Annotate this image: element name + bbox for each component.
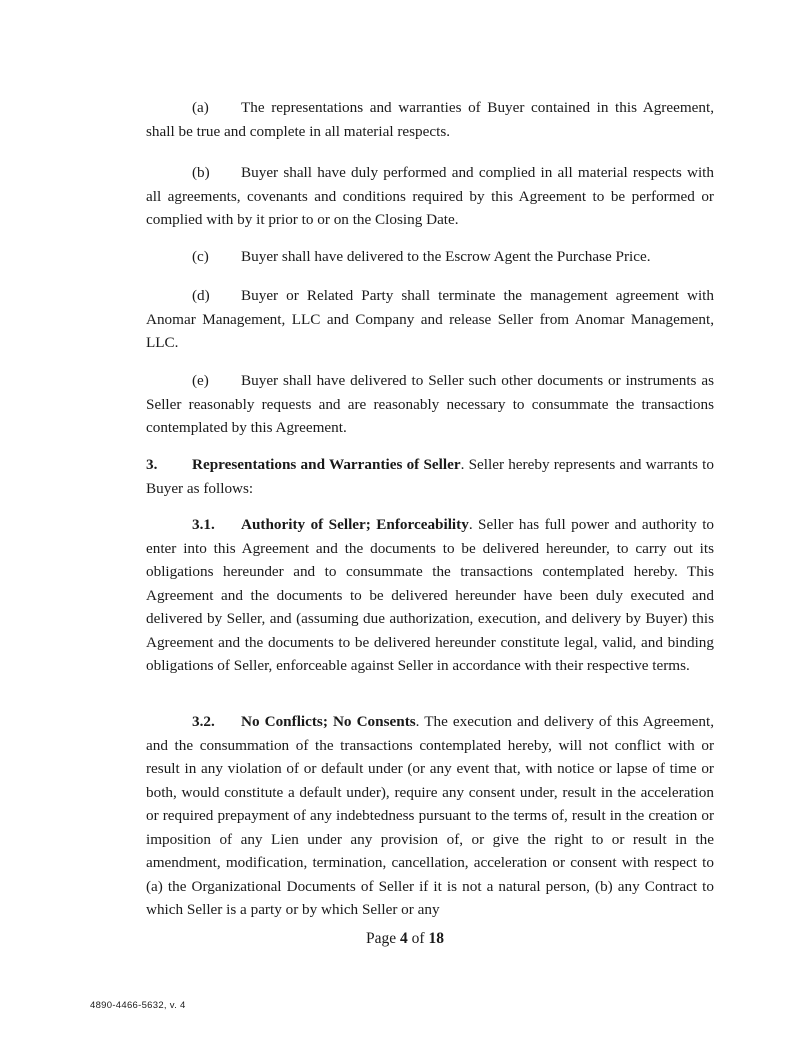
paragraph-c-label: (c) [192, 248, 209, 265]
paragraph-e-text: Buyer shall have delivered to Seller such other documents or instruments as Seller reasonably requests and are reasonably necessary to consummate the transactions contemplated by this Agreement. [146, 372, 714, 436]
page-label: Page [366, 930, 401, 947]
paragraph-c [146, 245, 714, 269]
document-id: 4890-4466-5632, v. 4 [90, 1000, 186, 1011]
paragraph-b-text: Buyer shall have duly performed and complied in all material respects with all agreements, covenants and conditions required by this Agreement to be performed or complied with by it prior to or on the Closing Date. [146, 164, 714, 228]
paragraph-d-text: Buyer or Related Party shall terminate the management agreement with Anomar Management, LLC and Company and release Seller from Anomar Management, LLC. [146, 287, 714, 351]
section-3-heading: Representations and Warranties of Seller [192, 456, 461, 473]
paragraph-e [146, 369, 714, 440]
paragraph-d-label: (d) [192, 287, 210, 304]
section-3 [146, 453, 714, 500]
section-3-2-text: . The execution and delivery of this Agreement, and the consummation of the transactions contemplated hereby, will not conflict with or result in any violation of or default under (or any event that, with notice or lapse of time or both, would constitute a default under), require any consent under, result in the acceleration or required prepayment of any indebtedness pursuant to the terms of, result in the creation or imposition of any Lien under any provision of, or give the right to or result in the amendment, modification, termination, cancellation, acceleration or consent with respect to (a) the Organizational Documents of Seller if it is not a natural person, (b) any Contract to which Seller is a party or by which Seller or any [146, 713, 715, 918]
page-footer [0, 930, 810, 948]
paragraph-c-text: Buyer shall have delivered to the Escrow Agent the Purchase Price. [241, 248, 651, 265]
paragraph-a [146, 96, 714, 143]
section-3-1 [146, 513, 714, 678]
page-number: 4 [400, 930, 408, 947]
section-3-1-heading: Authority of Seller; Enforceability [241, 516, 469, 533]
paragraph-e-label: (e) [192, 372, 209, 389]
paragraph-a-label: (a) [192, 99, 209, 116]
section-3-number: 3. [146, 456, 158, 473]
paragraph-b [146, 161, 714, 232]
section-3-text: . Seller hereby represents and warrants to Buyer as follows: [146, 456, 714, 497]
paragraph-d [146, 284, 714, 355]
paragraph-b-label: (b) [192, 164, 210, 181]
page-of-label: of [407, 930, 429, 947]
section-3-1-text: . Seller has full power and authority to enter into this Agreement and the documents to be delivered hereunder, to carry out its obligations hereunder and to consummate the transactions contemplated hereby. This Agreement and the documents to be delivered hereunder have been duly executed and delivered by Seller, and (assuming due authorization, execution, and delivery by Buyer) this Agreement and the documents to be delivered hereunder constitute legal, valid, and binding obligations of Seller, enforceable against Seller in accordance with their respective terms. [146, 516, 715, 674]
paragraph-a-text: The representations and warranties of Buyer contained in this Agreement, shall be true and complete in all material respects. [146, 99, 714, 140]
section-3-1-number: 3.1. [192, 516, 215, 533]
page-total: 18 [428, 930, 444, 947]
section-3-2-heading: No Conflicts; No Consents [241, 713, 416, 730]
section-3-2 [146, 710, 714, 922]
section-3-2-number: 3.2. [192, 713, 215, 730]
